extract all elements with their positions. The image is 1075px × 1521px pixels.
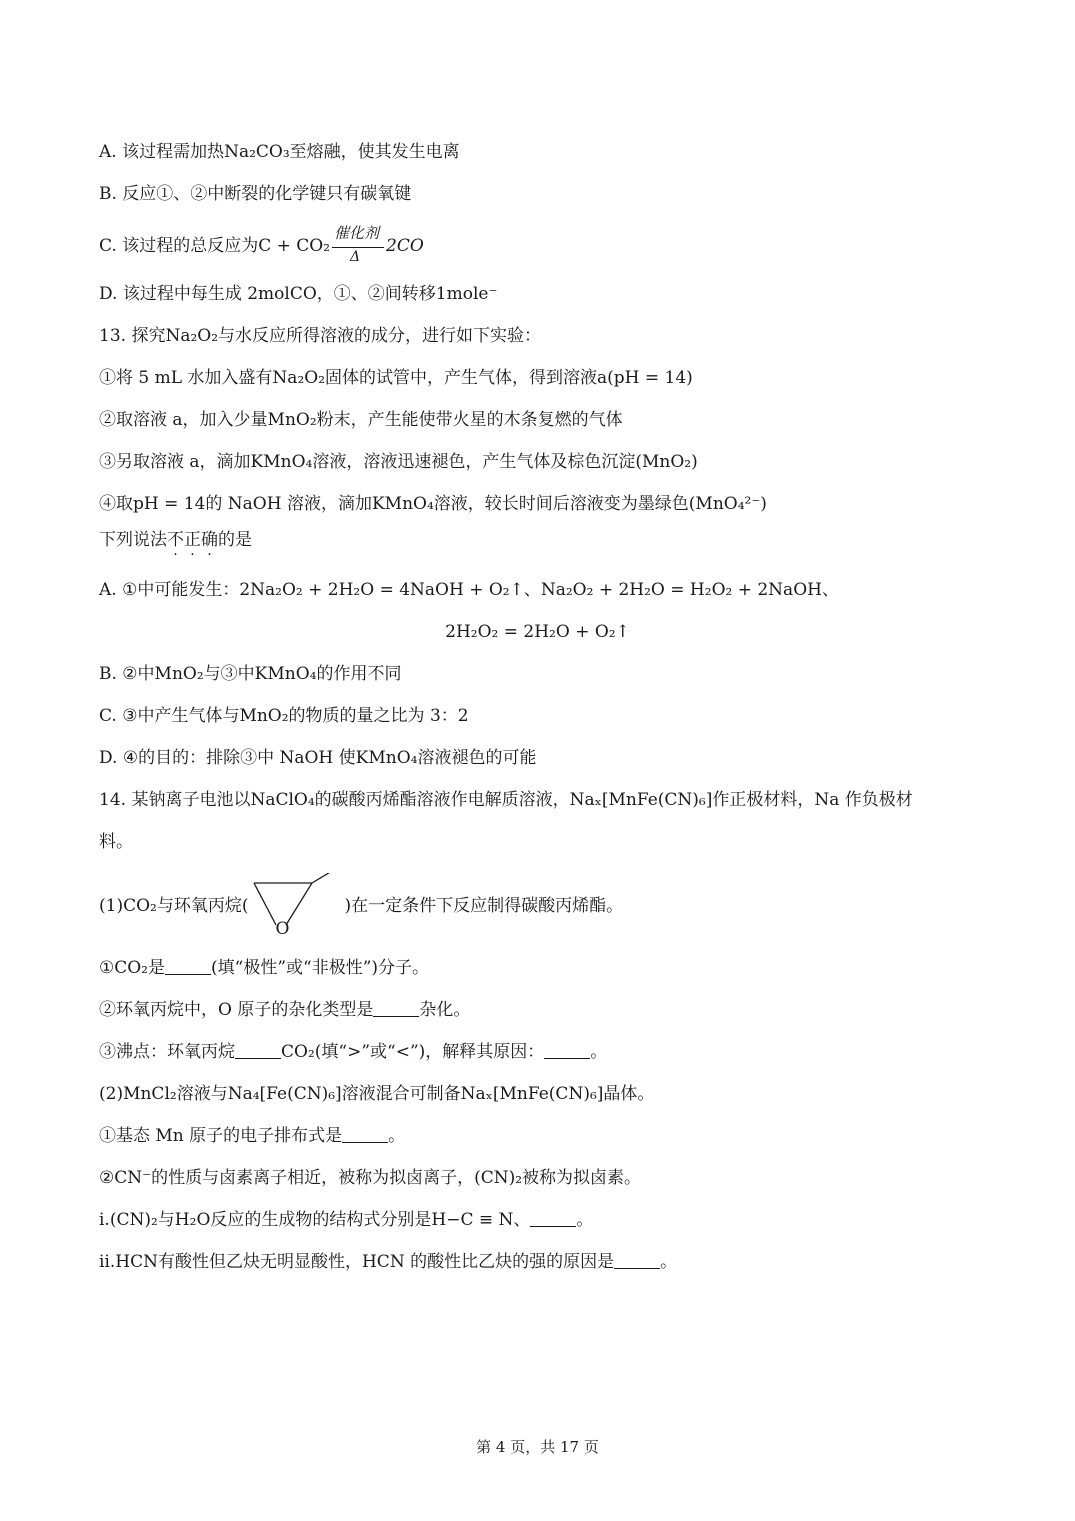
q14-part1-prefix: (1)CO₂与环氧丙烷( [99,896,249,916]
emphasis-char: 不 [167,530,184,550]
q14-1c-middle: CO₂(填“>”或“<”)，解释其原因： [281,1042,545,1062]
q14-part1-intro [99,894,624,939]
q14-1c [99,1040,607,1064]
q14-stem-line2: 料。 [99,832,133,852]
q14-1a [99,956,429,980]
q13-question [99,528,252,552]
q13-step-1: ①将 5 mL 水加入盛有Na₂O₂固体的试管中，产生气体，得到溶液a(pH = 14) [99,368,693,388]
epoxypropane-structure [248,895,344,939]
epoxypropane-svg [248,873,344,943]
q13-question-suffix: 的是 [218,530,252,550]
answer-blank[interactable] [235,1042,281,1059]
answer-blank[interactable] [373,1000,419,1017]
q14-1b-prefix: ②环氧丙烷中，O 原子的杂化类型是 [99,1000,374,1020]
answer-blank[interactable] [342,1126,388,1143]
page-footer: 第 4 页，共 17 页 [476,1438,599,1456]
q13-step-4: ④取pH = 14的 NaOH 溶液，滴加KMnO₄溶液，较长时间后溶液变为墨绿色(MnO₄²⁻) [99,494,767,514]
q14-2b-ii-suffix: 。 [660,1252,678,1272]
q14-2b-i-prefix: ⅰ.(CN)₂与H₂O反应的生成物的结构式分别是H−C ≡ N、 [99,1210,531,1230]
methyl-bond [312,873,332,883]
q14-part2-intro: (2)MnCl₂溶液与Na₄[Fe(CN)₆]溶液混合可制备Naₓ[MnFe(CN)₆]晶体。 [99,1084,655,1104]
q13-step-3: ③另取溶液 a，滴加KMnO₄溶液，溶液迅速褪色，产生气体及棕色沉淀(MnO₂) [99,452,698,472]
q14-1a-suffix: (填“极性”或“非极性”)分子。 [211,958,430,978]
q14-2a-prefix: ①基态 Mn 原子的电子排布式是 [99,1126,343,1146]
q14-2a-suffix: 。 [388,1126,406,1146]
q12-option-c [99,223,424,265]
answer-blank[interactable] [530,1210,576,1227]
q12-option-a: A. 该过程需加热Na₂CO₃至熔融，使其发生电离 [99,142,460,162]
emphasis-char: 确 [201,530,218,550]
q14-2b-ii-prefix: ⅱ.HCN有酸性但乙炔无明显酸性，HCN 的酸性比乙炔的强的原因是 [99,1252,615,1272]
reaction-condition [330,223,386,265]
ring-bond-right [286,883,312,925]
q12-option-c-product: 2CO [386,236,424,256]
condition-catalyst: 催化剂 [334,223,380,242]
q13-option-a-line2: 2H₂O₂ = 2H₂O + O₂↑ [445,622,630,642]
q14-1a-prefix: ①CO₂是 [99,958,165,978]
q14-1c-suffix: 。 [590,1042,608,1062]
q12-option-d: D. 该过程中每生成 2molCO，①、②间转移1mole⁻ [99,284,498,304]
q14-1c-prefix: ③沸点：环氧丙烷 [99,1042,235,1062]
q12-option-b: B. 反应①、②中断裂的化学键只有碳氧键 [99,184,412,204]
q14-1b-suffix: 杂化。 [419,1000,471,1020]
q14-2b-ii [99,1250,677,1274]
q13-option-d: D. ④的目的：排除③中 NaOH 使KMnO₄溶液褪色的可能 [99,748,537,768]
emphasis-char: 正 [184,530,201,550]
oxygen-atom-label: O [275,918,290,939]
q12-option-c-prefix: C. 该过程的总反应为C + CO₂ [99,236,331,256]
q14-1b [99,998,470,1022]
ring-bond-left [254,883,276,925]
answer-blank[interactable] [544,1042,590,1059]
answer-blank[interactable] [614,1252,660,1269]
q13-option-c: C. ③中产生气体与MnO₂的物质的量之比为 3：2 [99,706,469,726]
q13-option-b: B. ②中MnO₂与③中KMnO₄的作用不同 [99,664,402,684]
q14-2b-i-suffix: 。 [576,1210,594,1230]
q14-stem-line1: 14. 某钠离子电池以NaClO₄的碳酸丙烯酯溶液作电解质溶液，Naₓ[MnFe(CN)₆]作正极材料，Na 作负极材 [99,790,913,810]
q14-2a [99,1124,405,1148]
q13-stem: 13. 探究Na₂O₂与水反应所得溶液的成分，进行如下实验： [99,326,542,346]
q14-part1-suffix: )在一定条件下反应制得碳酸丙烯酯。 [344,896,624,916]
q13-option-a-line1: A. ①中可能发生：2Na₂O₂ + 2H₂O = 4NaOH + O₂↑、Na₂O₂ + 2H₂O = H₂O₂ + 2NaOH、 [99,580,839,600]
q13-step-2: ②取溶液 a，加入少量MnO₂粉末，产生能使带火星的木条复燃的气体 [99,410,623,430]
q14-2b-i [99,1208,593,1232]
condition-heat: Δ [350,248,361,265]
q13-question-prefix: 下列说法 [99,530,167,550]
answer-blank[interactable] [165,958,211,975]
q14-2b: ②CN⁻的性质与卤素离子相近，被称为拟卤离子，(CN)₂被称为拟卤素。 [99,1168,642,1188]
